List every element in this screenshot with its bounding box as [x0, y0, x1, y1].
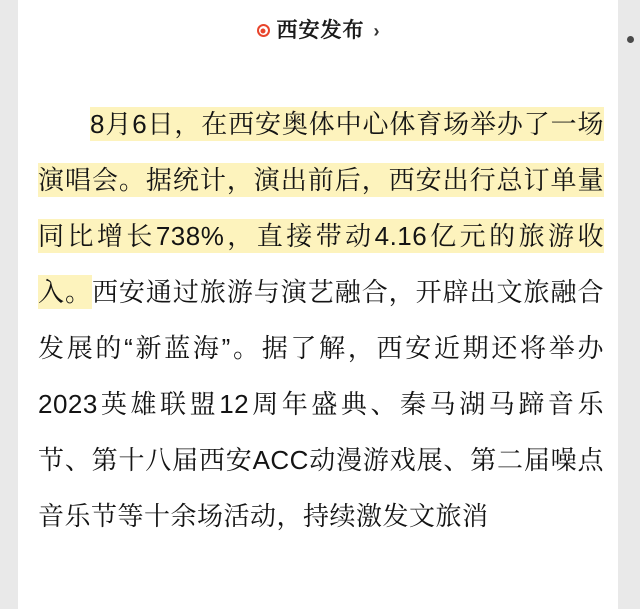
source-name-label: 西安发布 — [276, 19, 365, 42]
highlighted-passage: 8月6日，在西安奥体中心体育场举办了一场演唱会。据统计，演出前后，西安出行总订单量同比增长738%，直接带动4.16亿元的旅游收入。 — [38, 109, 604, 307]
article-paragraph — [38, 96, 604, 544]
article-sheet — [18, 0, 618, 609]
article-remainder: 西安通过旅游与演艺融合，开辟出文旅融合发展的“新蓝海”。据了解，西安近期还将举办2023英雄联盟12周年盛典、秦马湖马蹄音乐节、第十八届西安ACC动漫游戏展、第二届噪点音乐节等十余场活动，持续激发文旅消 — [38, 277, 604, 531]
article-source-header[interactable] — [18, 20, 618, 41]
page-edge-dot — [627, 36, 634, 43]
chevron-right-icon[interactable]: › — [373, 20, 380, 41]
red-circle-icon — [257, 24, 270, 37]
article-body — [38, 96, 604, 544]
